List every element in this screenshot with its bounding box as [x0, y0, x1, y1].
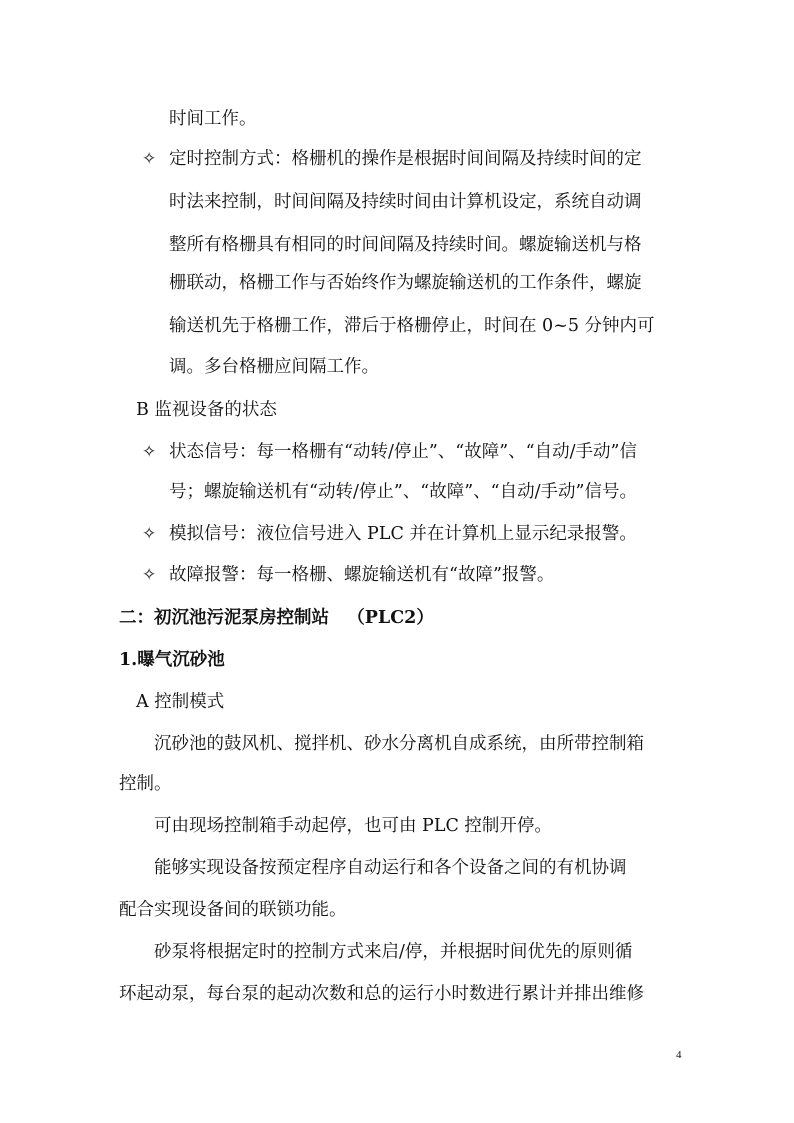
- diamond-bullet-icon: ✧: [142, 442, 157, 462]
- diamond-bullet-icon: ✧: [142, 565, 157, 585]
- text-line: 能够实现设备按预定程序自动运行和各个设备之间的有机协调: [154, 858, 627, 878]
- text-line: 调。多台格栅应间隔工作。: [169, 357, 379, 377]
- text-line: 号；螺旋输送机有“动转/停止”、“故障”、“自动/手动”信号。: [169, 482, 637, 502]
- text-line: 沉砂池的鼓风机、搅拌机、砂水分离机自成系统，由所带控制箱: [154, 734, 644, 754]
- section-heading: 二：初沉池污泥泵房控制站 （PLC2）: [119, 608, 434, 628]
- page-number: 4: [676, 1049, 682, 1061]
- subsection-label: B 监视设备的状态: [136, 400, 277, 420]
- text-line: 定时控制方式：格栅机的操作是根据时间间隔及持续时间的定: [169, 149, 642, 169]
- text-line: 模拟信号：液位信号进入 PLC 并在计算机上显示纪录报警。: [169, 524, 637, 544]
- text-line: 整所有格栅具有相同的时间间隔及持续时间。螺旋输送机与格: [169, 235, 642, 255]
- subsection-label: A 控制模式: [136, 692, 225, 712]
- diamond-bullet-icon: ✧: [142, 524, 157, 544]
- text-line: 故障报警：每一格栅、螺旋输送机有“故障”报警。: [169, 565, 555, 585]
- text-line: 砂泵将根据定时的控制方式来启/停，并根据时间优先的原则循: [154, 942, 633, 962]
- text-line: 栅联动，格栅工作与否始终作为螺旋输送机的工作条件，螺旋: [169, 273, 642, 293]
- subsection-heading: 1.曝气沉砂池: [119, 650, 225, 670]
- text-line: 环起动泵，每台泵的起动次数和总的运行小时数进行累计并排出维修: [119, 984, 644, 1004]
- text-line: 时法来控制，时间间隔及持续时间由计算机设定，系统自动调: [169, 192, 642, 212]
- text-line: 状态信号：每一格栅有“动转/停止”、“故障”、“自动/手动”信: [169, 442, 637, 462]
- text-line: 时间工作。: [169, 109, 257, 129]
- text-line: 配合实现设备间的联锁功能。: [119, 900, 347, 920]
- text-line: 控制。: [119, 774, 172, 794]
- diamond-bullet-icon: ✧: [142, 149, 157, 169]
- text-line: 输送机先于格栅工作，滞后于格栅停止，时间在 0~5 分钟内可: [169, 316, 655, 336]
- text-line: 可由现场控制箱手动起停，也可由 PLC 控制开停。: [154, 816, 552, 836]
